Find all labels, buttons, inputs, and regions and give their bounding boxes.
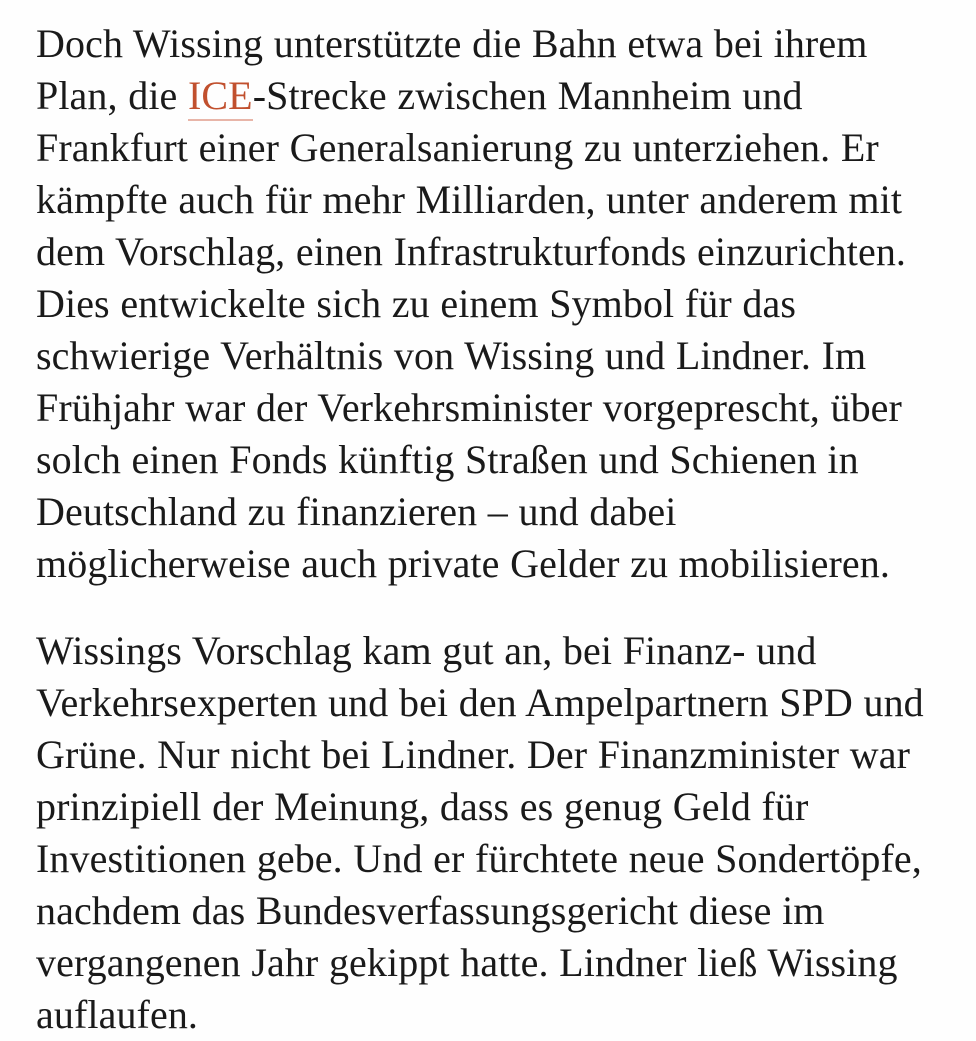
paragraph-text-run: Wissings Vorschlag kam gut an, bei Finanz- und Verkehrsexperten und bei den Ampelpartnern SPD und Grüne. Nur nicht bei Lindner. Der Finanzminister war prinzipiell der Meinung, dass es genug Geld für Investitionen gebe. Und er fürchtete neue Sondertöpfe, nachdem das Bundesverfassungsgericht diese im vergangenen Jahr gekippt hatte. Lindner ließ Wissing auflaufen. [36,628,924,1037]
paragraph-text-run: -Strecke zwischen Mannheim und Frankfurt einer Generalsanierung zu unterziehen. Er kämpfte auch für mehr Milliarden, unter anderem mit dem Vorschlag, einen Infrastrukturfonds einzurichten. Dies entwickelte sich zu einem Symbol für das schwierige Verhältnis von Wissing und Lindner. Im Frühjahr war der Verkehrsminister vorgeprescht, über solch einen Fonds künftig Straßen und Schienen in Deutschland zu finanzieren – und dabei möglicherweise auch private Gelder zu mobilisieren. [36,73,907,586]
inline-link-ice[interactable]: ICE [188,73,253,121]
article-paragraph-1 [36,18,936,590]
article-paragraph-2 [36,625,936,1041]
paragraph-text-run: Doch Wissing unterstützte die Bahn etwa bei ihrem Plan, die [36,21,868,118]
